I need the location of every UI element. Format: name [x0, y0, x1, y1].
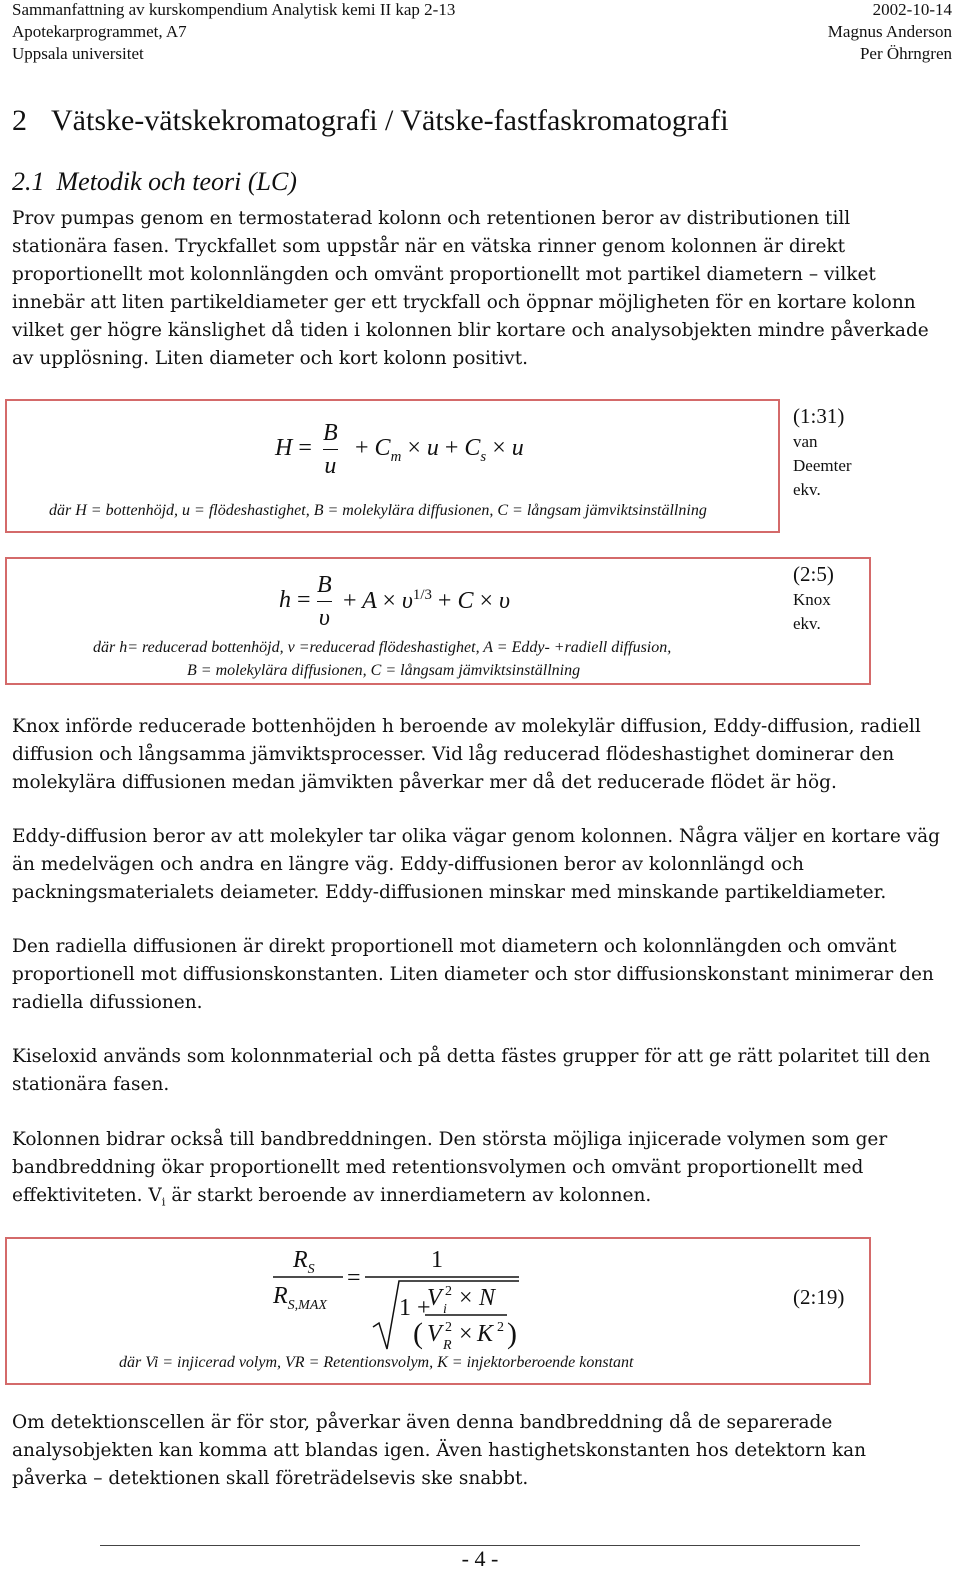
equation-van-deemter: H = — [275, 435, 312, 461]
equation-knox-caption-1: där h= reducerad bottenhöjd, ν =reducerad flödeshastighet, A = Eddy- +radiell diffusion, — [93, 639, 672, 656]
fraction-b-over-u: B u — [323, 420, 338, 479]
paragraph-radial-diffusion: Den radiella diffusionen är direkt proportionell mot diametern och kolonnlängden och omvänt proportionell mot diffusionskonstanten. Liten diameter och stor diffusionskonstant minimerar den radiella difussionen. — [12, 936, 934, 1013]
svg-text:V: V — [427, 1321, 442, 1347]
section-heading — [12, 104, 729, 138]
university-name: Uppsala universitet — [12, 44, 144, 63]
author-1: Magnus Anderson — [827, 22, 952, 41]
svg-text:K: K — [477, 1321, 494, 1347]
section-number: 2 — [12, 104, 27, 137]
equation-box-knox — [5, 557, 871, 685]
equation-name-ekv-2: ekv. — [793, 614, 821, 633]
equation-number-1-31: (1:31) — [793, 404, 845, 428]
subsection-heading — [12, 167, 297, 197]
svg-text:R: R — [443, 1338, 452, 1353]
paragraph-detection-cell: Om detektionscellen är för stor, påverkar även denna bandbreddning då de separerade analysobjekten kan komma att blandas igen. Även hastighetskonstanten hos detektorn kan påverka – detektionen skall företrädelsevis ske snabbt. — [12, 1412, 867, 1489]
author-2: Per Öhrngren — [859, 44, 952, 63]
equation-van-deemter-caption: där H = bottenhöjd, u = flödeshastighet, B = molekylära diffusionen, C = långsam jämviktsinställning — [49, 502, 707, 519]
paragraph-silica: Kiseloxid används som kolonnmaterial och på detta fästes grupper för att ge rätt polaritet till den stationära fasen. — [12, 1046, 931, 1095]
equation-box-van-deemter — [5, 399, 780, 533]
page-number: - 4 - — [461, 1546, 499, 1571]
paragraph-eddy-diffusion: Eddy-diffusion beror av att molekyler tar olika vägar genom kolonnen. Några väljer en kortare väg än medelvägen och andra en längre väg. Eddy-diffusionen beror av kolonnlängd och packningsmaterialets deiameter. Eddy-diffusionen minskar med minskande partikeldiameter. — [12, 826, 940, 903]
svg-text:2: 2 — [445, 1320, 452, 1335]
svg-text:i: i — [443, 1302, 447, 1317]
equation-number-2-19: (2:19) — [793, 1285, 845, 1309]
document-title: Sammanfattning av kurskompendium Analytisk kemi II kap 2-13 — [12, 0, 456, 19]
section-title: Vätske-vätskekromatografi / Vätske-fastfaskromatografi — [51, 104, 729, 137]
equation-van-deemter-label — [793, 402, 852, 502]
svg-text:RS: $R_S$ — [293, 1247, 315, 1277]
equation-resolution-caption: där Vi = injicerad volym, VR = Retentionsvolym, K = injektorberoende konstant — [119, 1354, 634, 1371]
equation-name-ekv-1: ekv. — [793, 480, 821, 499]
subsection-number: 2.1 — [12, 167, 45, 196]
svg-text:N: N — [479, 1285, 496, 1311]
svg-text:2: 2 — [497, 1320, 504, 1335]
program-name: Apotekarprogrammet, A7 — [12, 22, 187, 41]
svg-text:V: V — [427, 1285, 442, 1311]
header-row-3 — [12, 44, 952, 64]
equation-knox: h = — [279, 587, 311, 613]
svg-text:): ) — [507, 1317, 517, 1350]
subscript-i: i — [161, 1194, 166, 1209]
paragraph-intro: Prov pumpas genom en termostaterad kolonn och retentionen beror av distributionen till stationära fasen. Tryckfallet som uppstår när en vätska rinner genom kolonnen är direkt proportionellt mot kolonnlängden och omvänt proportionellt mot partikel diametern – vilket innebär att liten partikeldiameter ger ett tryckfall och öppnar möjligheten för en kortare kolonn vilket ger högre känslighet då tiden i kolonnen blir kortare och analysobjekten mindre påverkade av upplösning. Liten diameter och kort kolonn positivt. — [12, 208, 929, 369]
band-broadening-text: Kolonnen bidrar också till bandbreddningen. Den största möjliga injicerade volymen som ger bandbreddning ökar proportionellt med retentionsvolymen och omvänt proportionellt med effektiviteten. V — [12, 1129, 888, 1206]
svg-text:1: 1 — [431, 1247, 443, 1273]
equation-knox-label — [793, 560, 834, 636]
fraction-b-over-nu: B υ — [317, 572, 332, 631]
document-date: 2002-10-14 — [872, 0, 952, 19]
svg-text:×: × — [459, 1285, 473, 1311]
equation-name-van: van — [793, 432, 818, 451]
paragraph-knox: Knox införde reducerade bottenhöjden h beroende av molekylär diffusion, Eddy-diffusion, radiell diffusion och långsamma jämviktsprocesser. Vid låg reducerad flödeshastighet dominerar den molekylära diffusionen medan jämvikten påverkar mer då det reducerade flödet är hög. — [12, 716, 921, 793]
svg-text:RS,MAX: $R_{S,MAX}$ — [273, 1283, 327, 1313]
band-broadening-text-end: är starkt beroende av innerdiametern av kolonnen. — [165, 1185, 652, 1206]
paragraph-band-broadening — [12, 1126, 942, 1216]
subsection-title: Metodik och teori (LC) — [56, 167, 297, 196]
svg-text:=: = — [347, 1265, 361, 1291]
equation-number-2-5: (2:5) — [793, 562, 834, 586]
equation-box-resolution — [5, 1237, 871, 1385]
svg-text:1 +: 1 + — [399, 1295, 431, 1321]
equation-name-deemter: Deemter — [793, 456, 852, 475]
svg-text:×: × — [459, 1321, 473, 1347]
svg-text:2: 2 — [445, 1284, 452, 1299]
header-row-1 — [12, 0, 952, 20]
equation-knox-terms: + $A \times \upsilon^{1/3} + C \times \upsilon$ — [343, 587, 511, 614]
svg-text:(: ( — [413, 1317, 423, 1350]
equation-van-deemter-terms: + $C_m \times u + C_s \times u$ — [355, 435, 524, 465]
equation-name-knox: Knox — [793, 590, 831, 609]
header-row-2 — [12, 22, 952, 42]
equation-knox-caption-2: B = molekylära diffusionen, C = långsam jämviktsinställning — [187, 662, 581, 679]
